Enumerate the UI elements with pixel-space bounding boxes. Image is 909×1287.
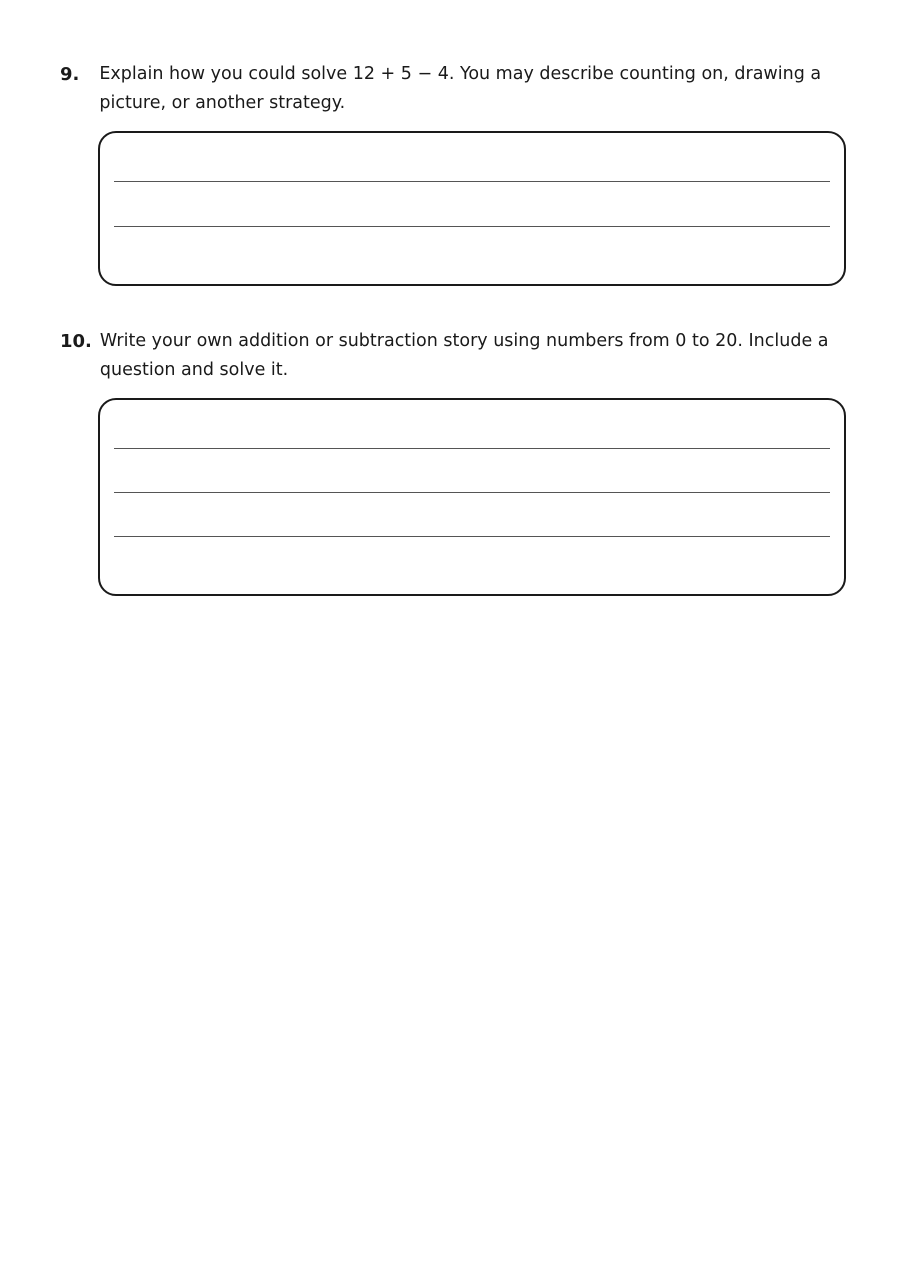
- question-number: 10.: [60, 331, 92, 352]
- question-9: [60, 60, 850, 118]
- question-number: 9.: [60, 64, 80, 85]
- answer-box-9[interactable]: [98, 131, 846, 286]
- answer-line: [114, 181, 830, 182]
- answer-line: [114, 536, 830, 537]
- question-text: Explain how you could solve 12 + 5 − 4. You may describe counting on, drawing a picture, or another strategy.: [99, 64, 822, 113]
- answer-box-10[interactable]: [98, 398, 846, 596]
- question-10: [60, 327, 850, 385]
- answer-line: [114, 226, 830, 227]
- question-text: Write your own addition or subtraction story using numbers from 0 to 20. Include a question and solve it.: [99, 331, 829, 380]
- answer-line: [114, 448, 830, 449]
- answer-line: [114, 492, 830, 493]
